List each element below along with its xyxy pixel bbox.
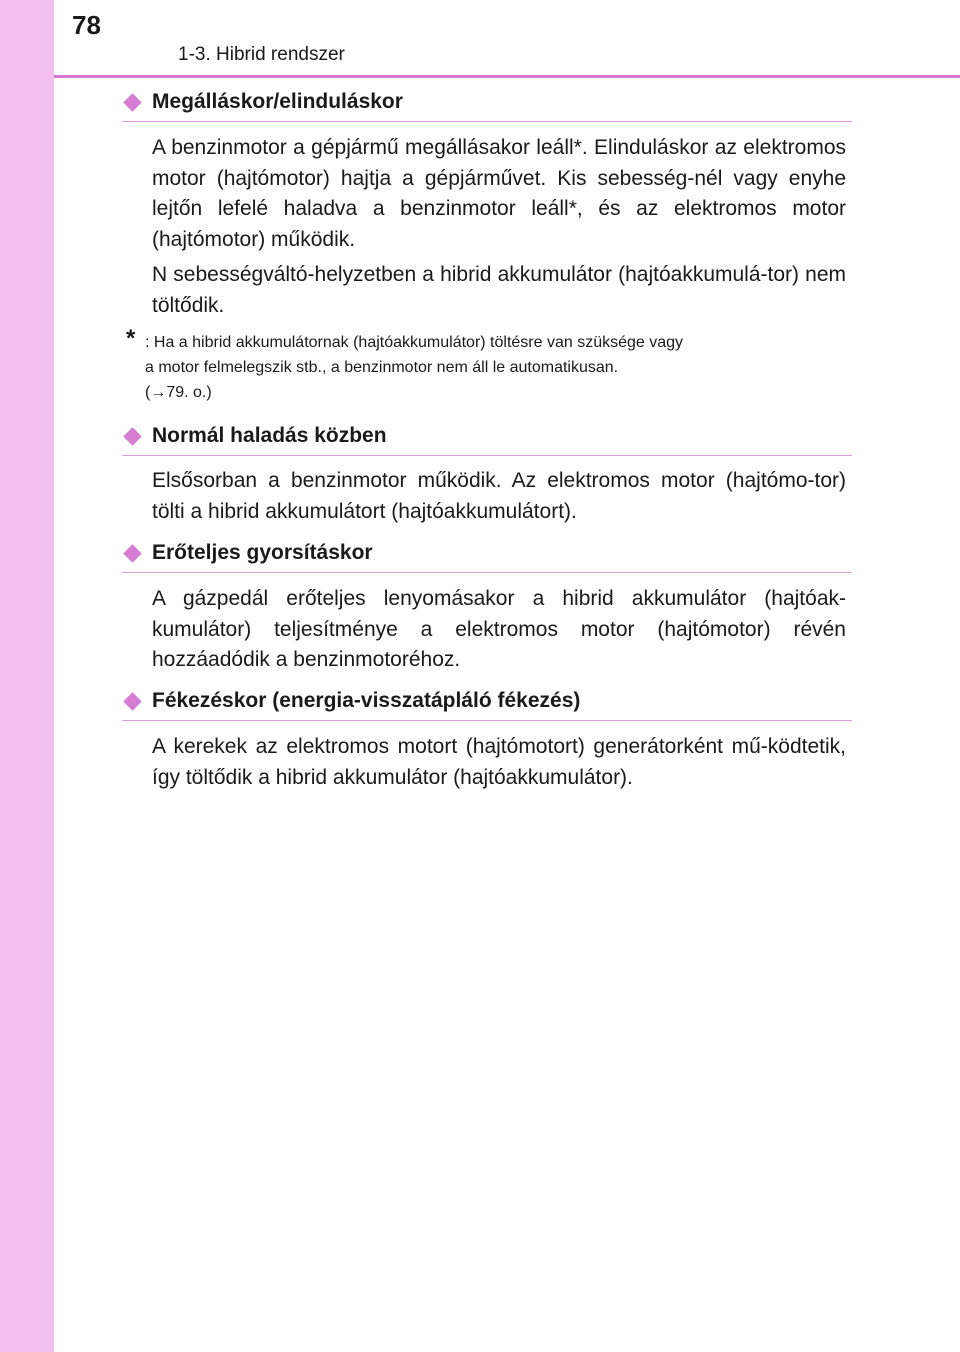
section-heading [122,88,852,122]
section-heading [122,687,852,721]
diamond-bullet-icon [123,692,141,710]
section-heading-label: Megálláskor/elinduláskor [152,90,403,113]
header-divider [54,75,960,78]
footnote-page-reference: (→79. o.) [145,384,212,401]
page-number: 78 [72,10,101,40]
body-paragraph: Elsősorban a benzinmotor működik. Az elektromos motor (hajtómo-tor) tölti a hibrid akkumulátort (hajtóakkumulátort). [152,469,846,523]
section-heading-label: Normál haladás közben [152,424,387,447]
side-color-strip [0,0,54,1352]
diamond-bullet-icon [123,427,141,445]
section-divider [122,572,852,573]
section-heading-label: Erőteljes gyorsításkor [152,541,373,564]
body-paragraph: N sebességváltó-helyzetben a hibrid akkumulátor (hajtóakkumulá-tor) nem töltődik. [152,263,846,317]
footnote-marker: * [126,325,136,352]
section-heading [122,422,852,456]
body-paragraph: A gázpedál erőteljes lenyomásakor a hibrid akkumulátor (hajtóak-kumulátor) teljesítménye a elektromos motor (hajtómotor) révén hozzáadódik a benzinmotoréhoz. [152,587,846,671]
section-divider [122,720,852,721]
footnote-line: a motor felmelegszik stb., a benzinmotor nem áll le automatikusan. [145,359,619,376]
footnote-line: : Ha a hibrid akkumulátornak (hajtóakkumulátor) töltésre van szüksége vagy [145,334,684,351]
section-heading-label: Fékezéskor (energia-visszatápláló fékezés) [152,689,581,712]
chapter-title: 1-3. Hibrid rendszer [178,44,345,65]
diamond-bullet-icon [123,93,141,111]
section-heading [122,539,852,573]
diamond-bullet-icon [123,544,141,562]
body-paragraph: A benzinmotor a gépjármű megállásakor leáll*. Elinduláskor az elektromos motor (hajtómotor) hajtja a gépjárművet. Kis sebesség-nél vagy enyhe lejtőn lefelé haladva a benzinmotor leáll*, és az elektromos motor (hajtómotor) működik. [152,136,846,251]
body-paragraph: A kerekek az elektromos motort (hajtómotort) generátorként mű-ködtetik, így töltődik a hibrid akkumulátor (hajtóakkumulátor). [152,735,846,789]
section-divider [122,121,852,122]
section-divider [122,455,852,456]
